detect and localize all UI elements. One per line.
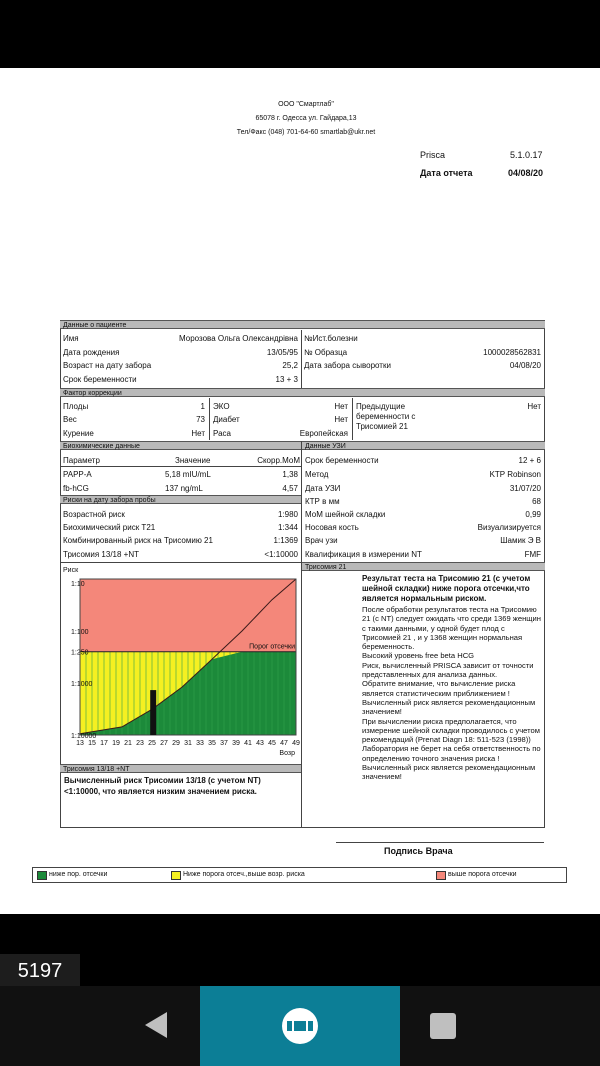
t13-risk-label: Трисомия 13/18 +NT — [63, 550, 139, 559]
hcg-mom: 4,57 — [282, 484, 298, 493]
papp-mom: 1,38 — [282, 470, 298, 479]
t13-risk: <1:10000 — [264, 550, 298, 559]
sample-label: № Образца — [304, 348, 348, 357]
legend-yellow-swatch — [171, 871, 181, 880]
home-icon — [282, 1008, 318, 1044]
ga: 13 + 3 — [275, 375, 298, 384]
risk-chart — [61, 563, 301, 763]
ivf-label: ЭКО — [213, 402, 230, 411]
legend — [32, 867, 567, 883]
y-tick-label: 1:10000 — [71, 733, 97, 740]
serum-date: 04/08/20 — [509, 361, 541, 370]
us-date-label: Дата УЗИ — [305, 484, 341, 493]
serum-date-label: Дата забора сыворотки — [304, 361, 391, 370]
us-doctor-label: Врач узи — [305, 536, 338, 545]
report-page — [0, 68, 600, 914]
age-risk: 1:980 — [277, 510, 298, 519]
us-ga-label: Срок беременности — [305, 456, 379, 465]
x-tick-label: 25 — [148, 740, 156, 747]
y-tick-label: 1:10 — [71, 581, 85, 588]
bio-risk: 1:344 — [277, 523, 298, 532]
report-date: 04/08/20 — [508, 168, 544, 178]
x-tick-label: 41 — [244, 740, 252, 747]
company-address: 65078 г. Одесса ул. Гайдара,13 — [255, 115, 357, 122]
ga-label: Срок беременности — [63, 375, 137, 384]
fetuses-label: Плоды — [63, 402, 89, 411]
patient-risk-marker — [150, 690, 156, 735]
prev-pregnancy: Нет — [527, 402, 541, 411]
company-contacts: Тел/Факс (048) 701-64-60 smartlab@ukr.net — [236, 129, 376, 136]
weight: 73 — [196, 415, 205, 424]
col-mom: Скорр.МоМ — [257, 456, 300, 465]
us-nt-label: МоМ шейной складки — [305, 510, 386, 519]
us-nasal-label: Носовая кость — [305, 523, 359, 532]
papp-label: PAPP-A — [63, 470, 92, 479]
dob-label: Дата рождения — [63, 348, 120, 357]
signature-line — [336, 842, 544, 843]
legend-yellow-label: Ниже порога отсеч.,выше возр. риска — [183, 871, 305, 878]
us-qual: FMF — [524, 550, 541, 559]
race: Европейская — [299, 429, 348, 438]
x-tick-label: 13 — [76, 740, 84, 747]
col-value: Значение — [175, 456, 211, 465]
section-ultrasound: Данные УЗИ — [302, 441, 545, 450]
zone-above-cutoff — [80, 579, 296, 652]
x-tick-label: 43 — [256, 740, 264, 747]
x-tick-label: 31 — [184, 740, 192, 747]
x-tick-label: 45 — [268, 740, 276, 747]
home-icon-inner — [292, 1019, 308, 1033]
comb-risk: 1:1369 — [273, 536, 298, 545]
us-qual-label: Квалификация в измерении NT — [305, 550, 422, 559]
age-label: Возраст на дату забора — [63, 361, 152, 370]
nav-bar — [0, 986, 600, 1066]
report-date-label: Дата отчета — [420, 168, 473, 178]
company-name: ООО "Смартлаб" — [278, 101, 334, 108]
prev-pregnancy-label: Предыдущие беременности с Трисомией 21 — [356, 402, 416, 431]
x-tick-label: 17 — [100, 740, 108, 747]
papp-value: 5,18 mIU/mL — [165, 470, 211, 479]
divider — [209, 398, 210, 440]
section-t21: Трисомия 21 — [302, 562, 545, 571]
ivf: Нет — [334, 402, 348, 411]
hcg-value: 137 ng/mL — [165, 484, 203, 493]
chart-title: Риск — [63, 567, 79, 574]
bio-risk-label: Биохимический риск Т21 — [63, 523, 156, 532]
t21-headline: Результат теста на Трисомию 21 (с учетом шейной складки) ниже порога отсечки,что является нормальным риском. — [362, 574, 531, 603]
section-t13: Трисомия 13/18 +NT — [60, 764, 301, 773]
x-tick-label: 33 — [196, 740, 204, 747]
x-tick-label: 23 — [136, 740, 144, 747]
hcg-label: fb-hCG — [63, 484, 89, 493]
divider — [352, 398, 353, 440]
divider — [301, 330, 302, 390]
us-nasal: Визуализируется — [477, 523, 541, 532]
recents-icon[interactable] — [430, 1013, 456, 1039]
diabetes-label: Диабет — [213, 415, 240, 424]
y-tick-label: 1:100 — [71, 629, 89, 636]
cutoff-label: Порог отсечки — [249, 643, 295, 651]
home-button[interactable] — [200, 986, 400, 1066]
t13-text: Вычисленный риск Трисомии 13/18 (с учетом NT) <1:10000, что является низким значением риска. — [64, 776, 261, 796]
software-name: Prisca — [420, 150, 446, 160]
us-doctor: Шамик Э В — [500, 536, 541, 545]
age: 25,2 — [282, 361, 298, 370]
x-tick-label: 27 — [160, 740, 168, 747]
section-correction: Фактор коррекции — [60, 388, 545, 397]
signature-label: Подпись Врача — [384, 846, 453, 856]
software-version: 5.1.0.17 — [510, 150, 543, 160]
x-tick-label: 21 — [124, 740, 132, 747]
page-counter: 5197 — [0, 954, 80, 988]
x-tick-label: 35 — [208, 740, 216, 747]
divider — [301, 441, 302, 828]
x-tick-label: 29 — [172, 740, 180, 747]
race-label: Раса — [213, 429, 231, 438]
smoking: Нет — [191, 429, 205, 438]
back-icon[interactable] — [145, 1012, 167, 1038]
x-tick-label: 39 — [232, 740, 240, 747]
legend-red-swatch — [436, 871, 446, 880]
us-nt: 0,99 — [525, 510, 541, 519]
history-label: №Ист.болезни — [304, 334, 358, 343]
us-date: 31/07/20 — [509, 484, 541, 493]
comb-risk-label: Комбинированный риск на Трисомию 21 — [63, 536, 213, 545]
patient-name: Морозова Ольга Олександрівна — [179, 334, 298, 343]
x-tick-label: 15 — [88, 740, 96, 747]
x-tick-label: 49 — [292, 740, 300, 747]
table-rule — [61, 466, 301, 467]
legend-green-swatch — [37, 871, 47, 880]
x-axis-label: Возр — [279, 750, 295, 757]
section-biochem: Биохимические данные — [60, 441, 301, 450]
t21-body: После обработки результатов теста на Трисомию 21 (с NT) следует ожидать что среди 1369 женщин с такими данными, у одной будет плод с Трисомией 21 , и у 1368 женщин нормальная беременность. Высокий уровень free beta HCG Риск, вычисленный PRISCA зависит от точности представленных для анализа данных. Обратите внимание, что вычисление риска является статистическим приближением ! Вычисленный риск является рекомендационным значением! При вычислении риска предполагается, что измерение шейной складки проводилось с учетом рекомендаций (Prenat Diagn 18: 511-523 (1998)) Лаборатория не берет на себя ответственность по определению точного значения риска ! Вычисленный риск является рекомендационным значением! — [362, 605, 541, 782]
us-crl-label: КТР в мм — [305, 497, 340, 506]
y-tick-label: 1:250 — [71, 649, 89, 657]
diabetes: Нет — [334, 415, 348, 424]
section-patient: Данные о пациенте — [60, 320, 545, 329]
us-crl: 68 — [532, 497, 541, 506]
smoking-label: Курение — [63, 429, 94, 438]
us-ga: 12 + 6 — [518, 456, 541, 465]
col-param: Параметр — [63, 456, 100, 465]
section-risks: Риски на дату забора пробы — [60, 495, 301, 504]
legend-green-label: ниже пор. отсечки — [49, 871, 108, 878]
fetuses: 1 — [200, 402, 205, 411]
name-label: Имя — [63, 334, 79, 343]
x-tick-label: 47 — [280, 740, 288, 747]
us-method-label: Метод — [305, 470, 329, 479]
y-tick-label: 1:1000 — [71, 681, 93, 688]
age-risk-label: Возрастной риск — [63, 510, 125, 519]
legend-red-label: выше порога отсечки — [448, 871, 517, 878]
x-tick-label: 19 — [112, 740, 120, 747]
sample-number: 1000028562831 — [483, 348, 541, 357]
us-method: KTP Robinson — [489, 470, 541, 479]
weight-label: Вес — [63, 415, 77, 424]
x-tick-label: 37 — [220, 740, 228, 747]
dob: 13/05/95 — [266, 348, 298, 357]
